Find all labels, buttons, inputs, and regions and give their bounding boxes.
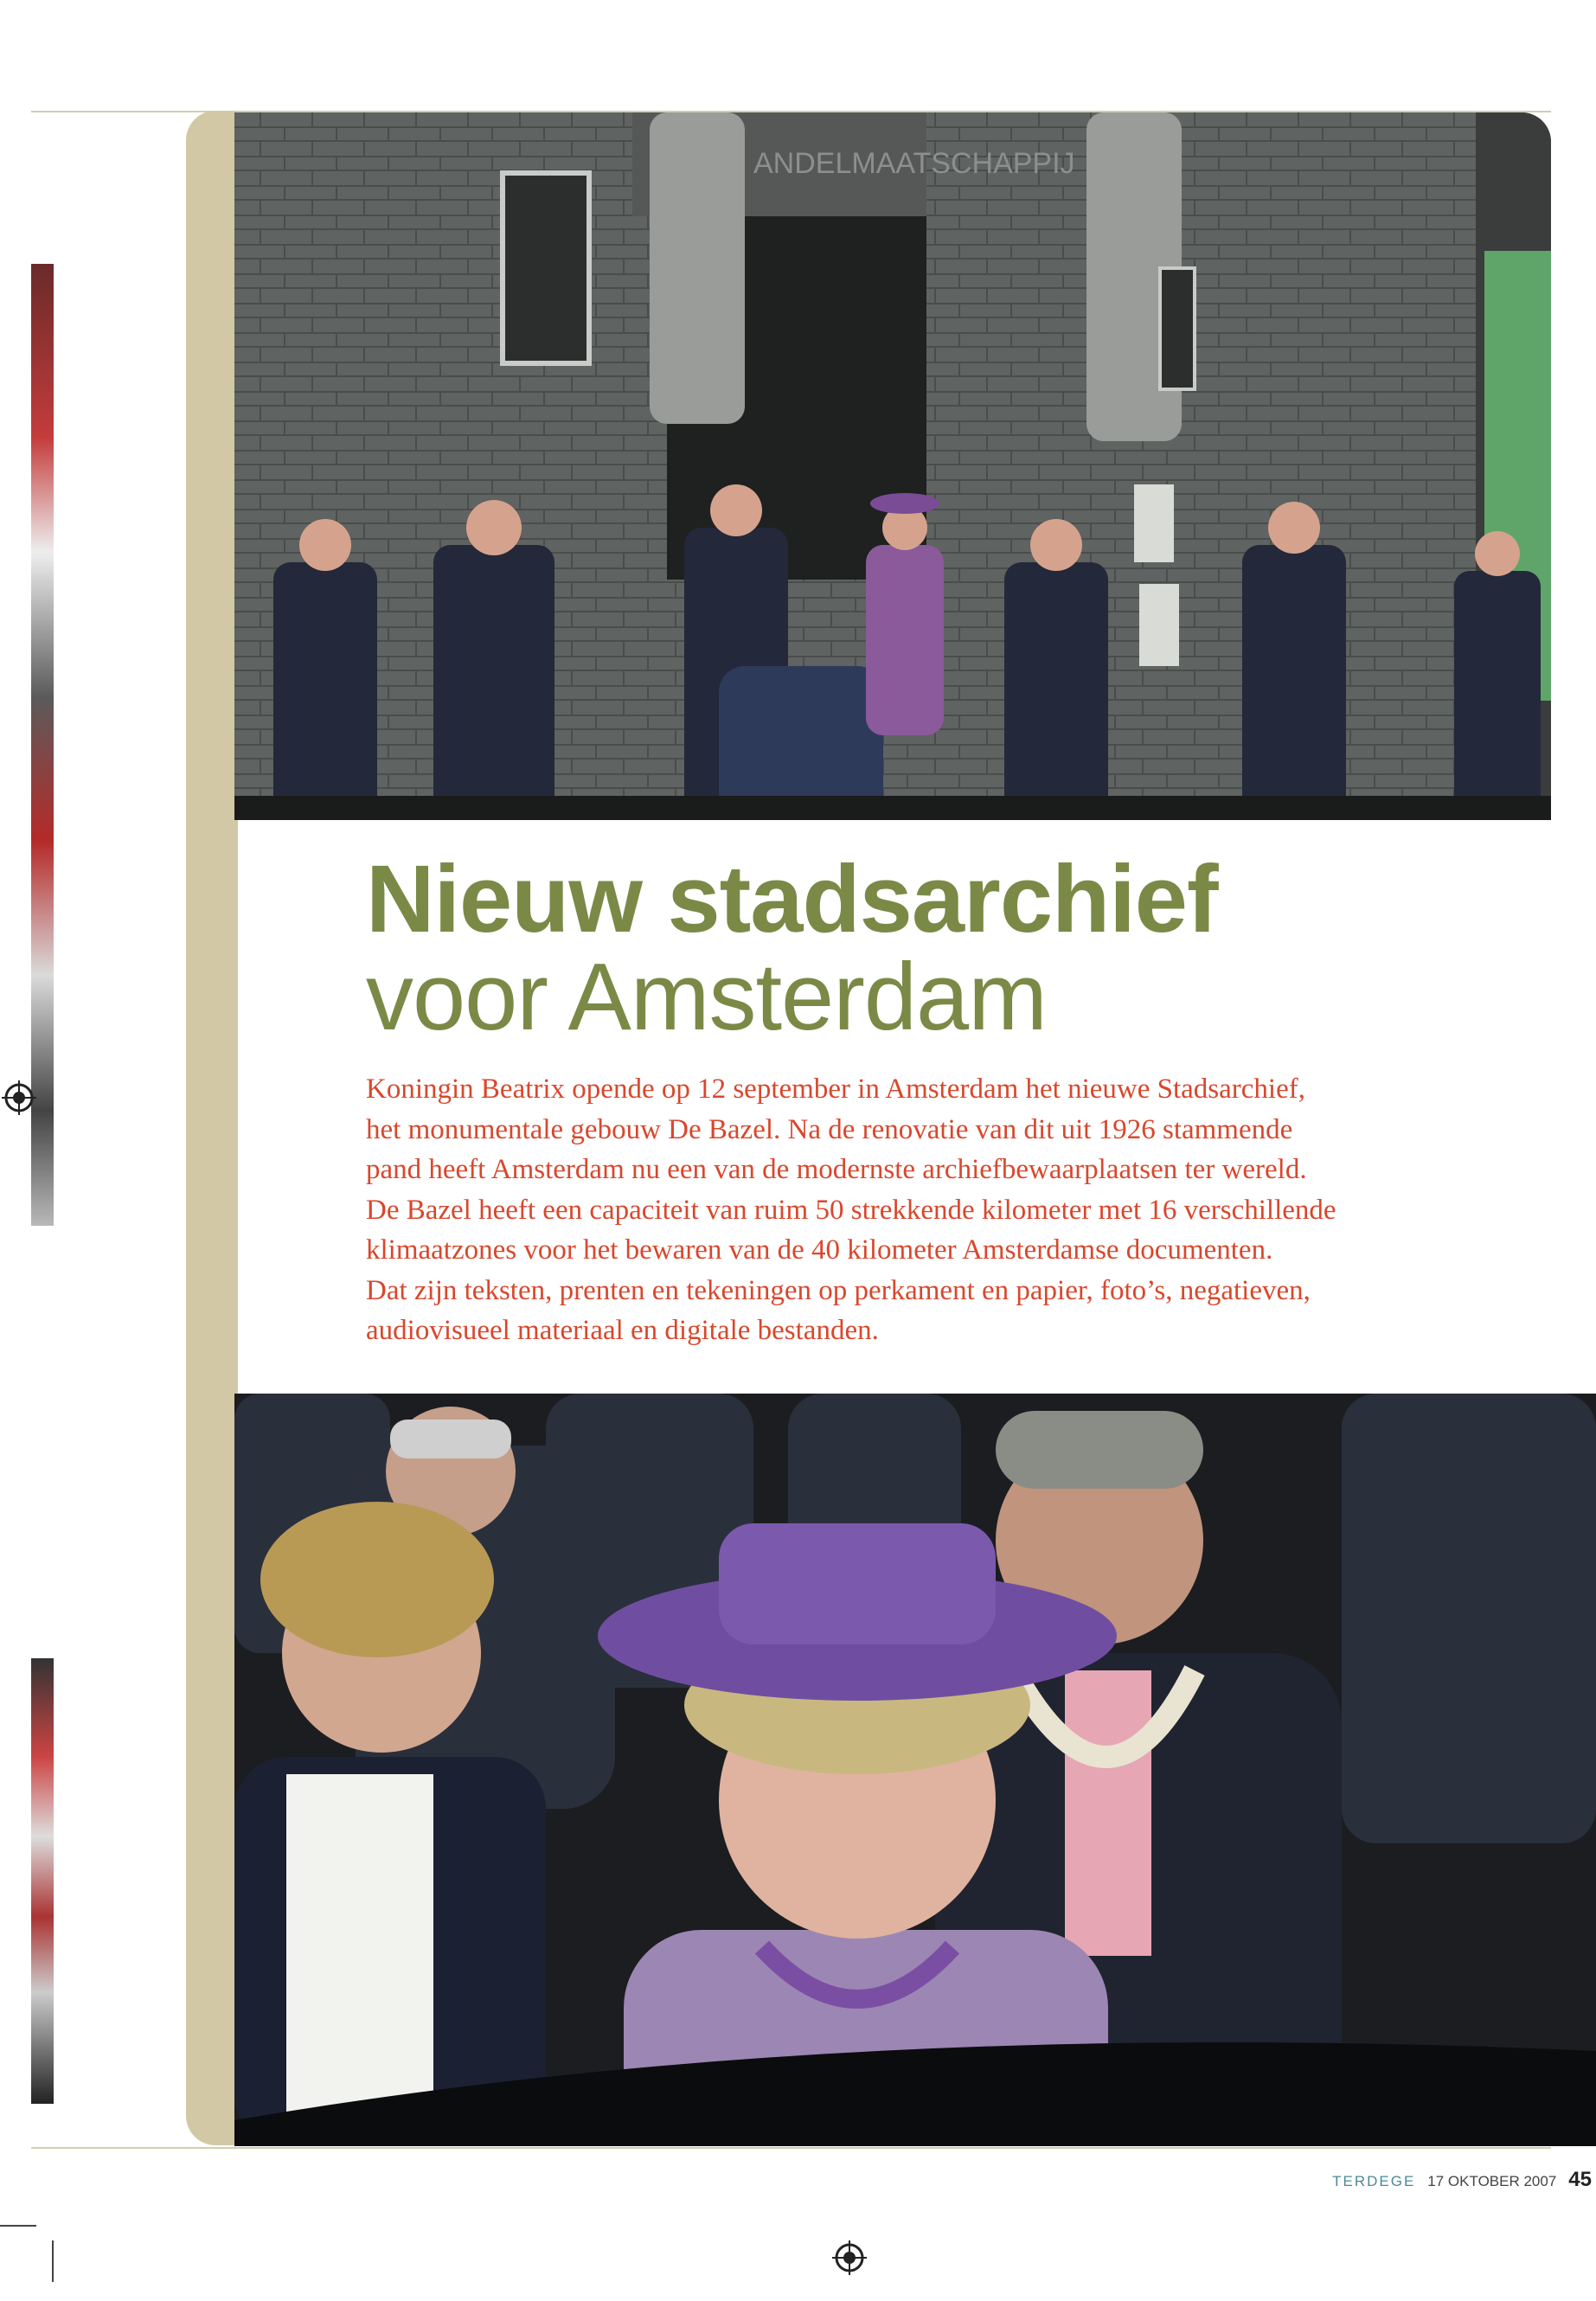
page-footer: [956, 2168, 1596, 2195]
intro-line: het monumentale gebouw De Bazel. Na de renovatie van dit uit 1926 stammende: [366, 1113, 1293, 1145]
headline-light: voor Amsterdam: [366, 944, 1047, 1050]
photo-building-entrance: [234, 112, 1551, 820]
photo-queen-and-mayor-illustration: [234, 1394, 1596, 2146]
article-headline: [366, 846, 1490, 1050]
registration-mark-icon: [2, 1080, 36, 1115]
crop-mark: [0, 2225, 36, 2227]
footer-page-number: 45: [1568, 2168, 1592, 2191]
building-sign-text: ANDELMAATSCHAPPIJ: [753, 147, 1075, 180]
beige-side-panel: [186, 111, 238, 2145]
registration-mark-icon: [832, 2240, 867, 2275]
crop-mark: [52, 2240, 54, 2282]
previous-page-bleed-lower: [31, 1658, 54, 2104]
intro-line: Dat zijn teksten, prenten en tekeningen op perkament en papier, foto’s, negatieven,: [366, 1274, 1311, 1306]
intro-line: Koningin Beatrix opende op 12 september in Amsterdam het nieuwe Stadsarchief,: [366, 1074, 1305, 1105]
photo-building-entrance-illustration: [234, 112, 1551, 820]
headline-bold: Nieuw stadsarchief: [366, 846, 1218, 952]
bottom-crop-rule: [31, 2147, 1551, 2149]
intro-line: audiovisueel materiaal en digitale bestanden.: [366, 1315, 879, 1346]
photo-queen-and-mayor: [234, 1394, 1596, 2146]
footer-issue-date: 17 OKTOBER 2007: [1427, 2173, 1557, 2189]
intro-line: klimaatzones voor het bewaren van de 40 kilometer Amsterdamse documenten.: [366, 1234, 1273, 1266]
intro-line: De Bazel heeft een capaciteit van ruim 50 strekkende kilometer met 16 verschillende: [366, 1194, 1336, 1226]
footer-magazine-name: TERDEGE: [1332, 2173, 1416, 2189]
article-intro: [366, 1069, 1490, 1351]
intro-line: pand heeft Amsterdam nu een van de modernste archiefbewaarplaatsen ter wereld.: [366, 1154, 1307, 1185]
